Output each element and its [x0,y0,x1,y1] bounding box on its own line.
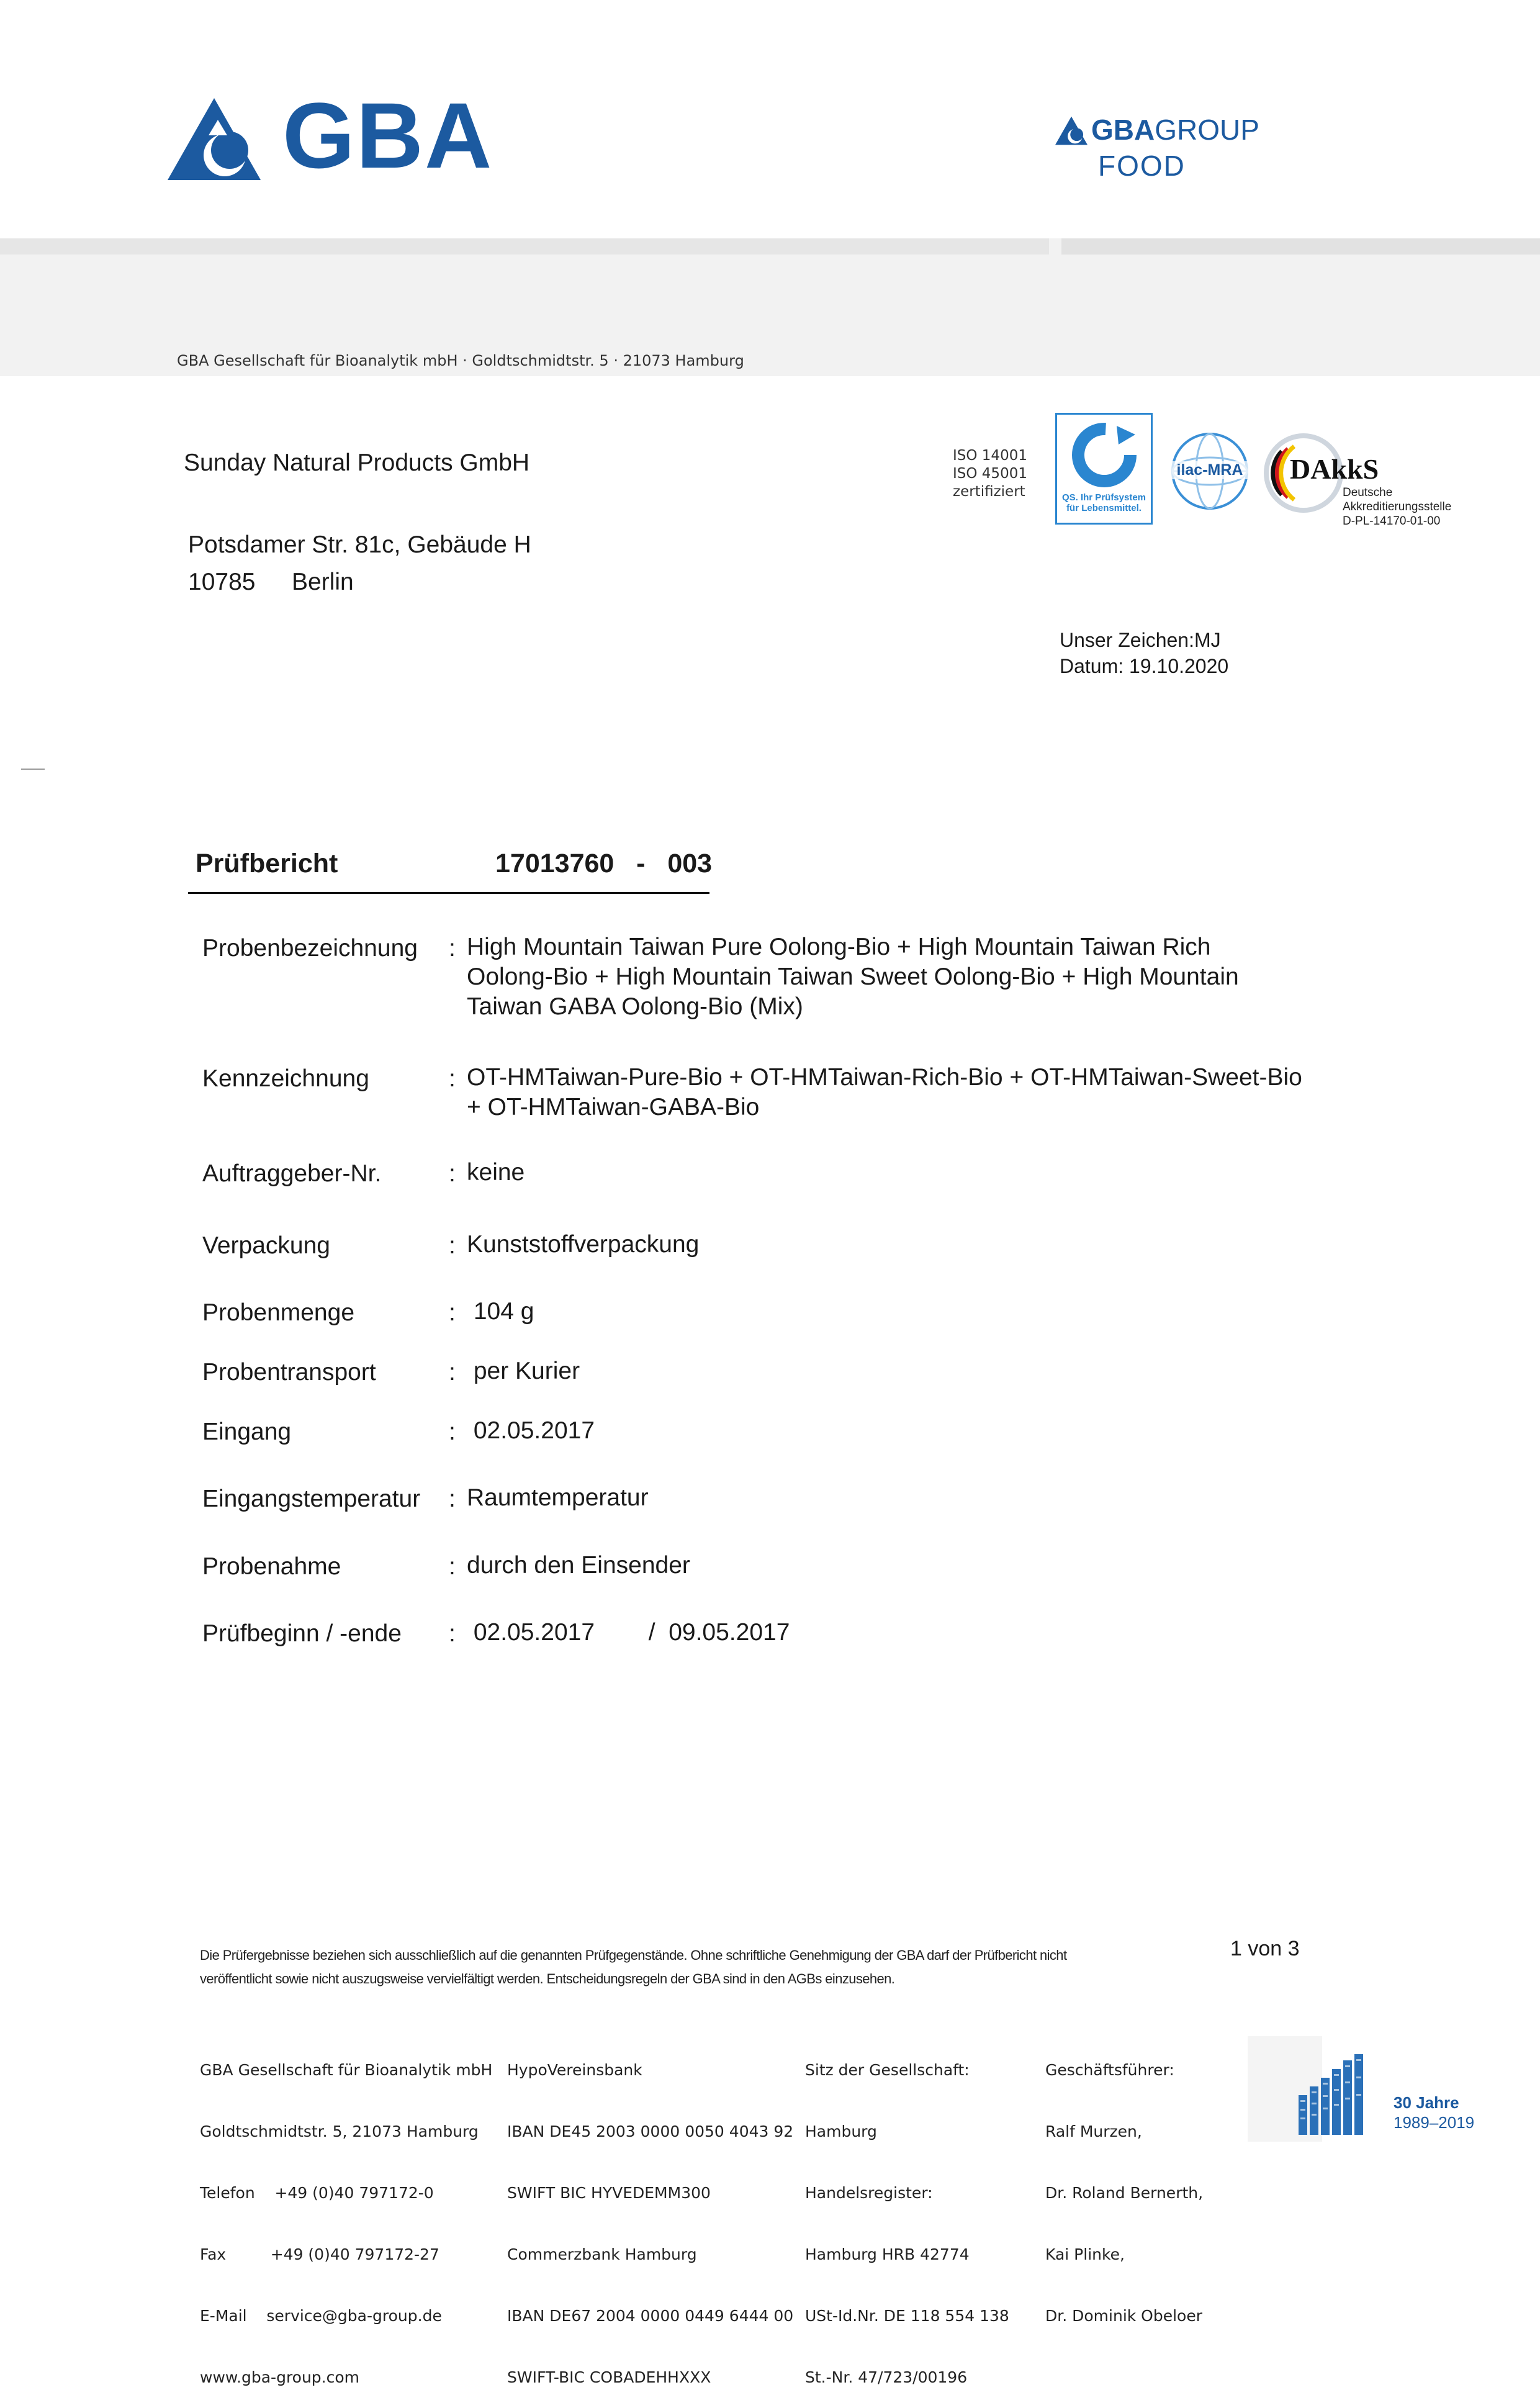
gba-group-triangle-icon [1055,116,1087,146]
footer-bank [507,2019,793,2408]
footer-management [1045,2019,1203,2347]
footer-line: HypoVereinsbank [507,2061,642,2079]
dakks-line: D-PL-14170-01-00 [1343,515,1441,528]
field-colon: : [449,1160,456,1187]
footer-line: Sitz der Gesellschaft: [805,2061,970,2079]
footer-line: USt-Id.Nr. DE 118 554 138 [805,2307,1009,2325]
footer-line: Handelsregister: [805,2184,933,2202]
field-value: 02.05.2017 / 09.05.2017 [467,1619,790,1646]
field-label: Probenahme [202,1553,341,1580]
anniversary-buildings-icon [1297,2052,1384,2139]
report-number: 17013760 - 003 [495,849,713,878]
footer-line: IBAN DE45 2003 0000 0050 4043 92 [507,2122,794,2140]
field-value: Kunststoffverpackung [467,1231,700,1258]
field-label: Eingang [202,1418,292,1445]
group-logo-rest: GROUP [1155,114,1259,146]
footer-line: GBA Gesellschaft für Bioanalytik mbH [200,2061,493,2079]
group-logo-food: FOOD [1098,150,1186,182]
value-line: Oolong-Bio + High Mountain Taiwan Sweet Oolong-Bio + High Mountain [467,963,1239,990]
value-line: + OT-HMTaiwan-GABA-Bio [467,1094,760,1121]
reference-zeichen: Unser Zeichen:MJ [1060,629,1221,651]
footer-line: Geschäftsführer: [1045,2061,1174,2079]
footer-line: Goldtschmidtstr. 5, 21073 Hamburg [200,2122,479,2140]
dakks-title: DAkkS [1290,453,1379,485]
gba-triangle-icon [168,98,261,182]
field-value: Raumtemperatur [467,1484,649,1511]
field-label: Kennzeichnung [202,1065,369,1092]
value-line: Taiwan GABA Oolong-Bio (Mix) [467,993,803,1020]
field-value: per Kurier [467,1358,580,1384]
footer-registry [805,2019,1009,2408]
field-colon: : [449,1620,456,1647]
qs-caption-line: QS. Ihr Prüfsystem [1061,492,1146,503]
field-colon: : [449,1065,456,1092]
recipient-zip: 10785 [188,569,256,595]
footer-line: Kai Plinke, [1045,2245,1125,2263]
gba-logo [168,83,493,187]
field-colon: : [449,1359,456,1386]
field-colon: : [449,1232,456,1259]
gba-group-food-logo [1055,114,1279,188]
qs-caption-line: für Lebensmittel. [1066,503,1141,513]
footer-line: SWIFT BIC HYVEDEMM300 [507,2184,711,2202]
anniversary-badge [1297,2049,1502,2142]
footer-line: Commerzbank Hamburg [507,2245,697,2263]
gba-logo-text: GBA [282,83,493,187]
report-title-underline [188,892,709,894]
field-value: 104 g [467,1298,534,1325]
disclaimer-line: Die Prüfergebnisse beziehen sich ausschließlich auf die genannten Prüfgegenstände. Ohne schriftliche Genehmigung der GBA darf der Prüfbericht nicht [200,1947,1067,1963]
field-label: Probentransport [202,1359,376,1386]
header-stripe [0,238,1049,255]
footer-line: IBAN DE67 2004 0000 0449 6444 00 [507,2307,794,2325]
footer-line: St.-Nr. 47/723/00196 [805,2368,968,2386]
page-indicator: 1 von 3 [1230,1937,1300,1960]
field-value [467,932,1239,1022]
recipient-street: Potsdamer Str. 81c, Gebäude H [188,531,531,558]
recipient-city: Berlin [292,569,354,595]
dakks-badge [1263,433,1468,532]
iso-line: zertifiziert [953,484,1025,500]
footer-line: Fax +49 (0)40 797172-27 [200,2245,439,2263]
header-stripe-right [1061,238,1540,255]
field-label: Probenmenge [202,1299,355,1326]
ilac-text: ilac-MRA [1170,461,1250,479]
footer-line: www.gba-group.com [200,2368,360,2386]
value-line: High Mountain Taiwan Pure Oolong-Bio + High Mountain Taiwan Rich [467,934,1211,960]
field-colon: : [449,935,456,962]
field-label: Verpackung [202,1232,330,1259]
footer-line: Dr. Dominik Obeloer [1045,2307,1203,2325]
field-value [467,1063,1302,1122]
field-label: Probenbezeichnung [202,935,418,962]
field-label: Auftraggeber-Nr. [202,1160,382,1187]
anniversary-title: 30 Jahre [1394,2093,1459,2112]
footer-line: Hamburg [805,2122,877,2140]
field-value: keine [467,1159,525,1186]
disclaimer [200,1944,1193,1991]
recipient-company: Sunday Natural Products GmbH [184,449,530,476]
field-value: durch den Einsender [467,1552,690,1579]
field-colon: : [449,1299,456,1326]
field-label: Prüfbeginn / -ende [202,1620,402,1647]
value-line: OT-HMTaiwan-Pure-Bio + OT-HMTaiwan-Rich-Bio + OT-HMTaiwan-Sweet-Bio [467,1064,1302,1091]
dakks-line: Deutsche [1343,486,1393,499]
field-label: Eingangstemperatur [202,1486,421,1512]
qs-badge [1055,413,1153,525]
iso-line: ISO 14001 [953,448,1027,464]
qs-logo-icon [1070,421,1138,489]
field-colon: : [449,1486,456,1512]
field-colon: : [449,1553,456,1580]
iso-line: ISO 45001 [953,466,1027,482]
field-colon: : [449,1418,456,1445]
footer-line: Hamburg HRB 42774 [805,2245,970,2263]
dakks-line: Akkreditierungsstelle [1343,500,1452,513]
field-value: 02.05.2017 [467,1417,595,1444]
footer-company [200,2019,492,2408]
footer-line: Ralf Murzen, [1045,2122,1142,2140]
ilac-mra-badge [1170,431,1250,511]
disclaimer-line: veröffentlicht sowie nicht auszugsweise vervielfältigt werden. Entscheidungsregeln der GBA sind in den AGBs einzusehen. [200,1971,895,1986]
sender-line: GBA Gesellschaft für Bioanalytik mbH · Goldtschmidtstr. 5 · 21073 Hamburg [177,352,744,369]
footer-line: E-Mail service@gba-group.de [200,2307,442,2325]
footer-line: Dr. Roland Bernerth, [1045,2184,1204,2202]
anniversary-years: 1989–2019 [1394,2113,1475,2132]
group-logo-bold: GBA [1091,114,1155,146]
footer-line: SWIFT-BIC COBADEHHXXX [507,2368,711,2386]
report-title: Prüfbericht [196,849,338,878]
fold-mark [21,769,45,770]
iso-certification [953,447,1027,501]
reference-datum: Datum: 19.10.2020 [1060,655,1229,677]
footer-line: Telefon +49 (0)40 797172-0 [200,2184,434,2202]
